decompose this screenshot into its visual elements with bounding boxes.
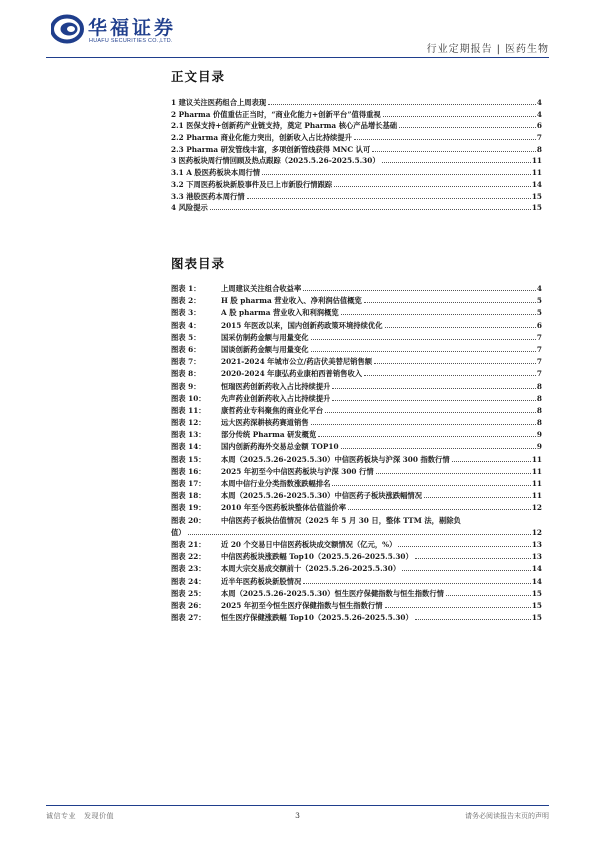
- footer-divider: [46, 805, 549, 806]
- figure-page: 11: [531, 491, 542, 501]
- figure-label: 图表 11：: [171, 405, 206, 415]
- toc-entry-title: 3.3 港股医药本周行情: [171, 191, 245, 201]
- figure-title: 国采仿制药金额与用量变化: [221, 332, 309, 342]
- figure-title: 中信医药板块涨跌幅 Top10（2025.5.26-2025.5.30）: [221, 552, 413, 562]
- toc-leader-dots: [303, 290, 536, 291]
- figure-title: 先声药业创新药收入占比持续提升: [221, 393, 331, 403]
- figure-page: 8: [536, 381, 542, 391]
- toc-entry[interactable]: [171, 168, 542, 180]
- figure-entry[interactable]: [171, 394, 542, 406]
- toc-leader-dots: [415, 558, 531, 559]
- figure-page: 13: [531, 552, 542, 562]
- toc-entry-title: 1 建议关注医药组合上周表现: [171, 98, 267, 107]
- figure-entry[interactable]: [171, 577, 542, 589]
- toc-entry-title: 3.2 下周医药板块新股事件及已上市新股行情跟踪: [171, 179, 333, 189]
- toc-title: 正文目录: [171, 69, 226, 84]
- toc-leader-dots: [334, 186, 531, 187]
- huafu-logo-icon: [51, 14, 85, 44]
- footer-slogan-1: 诚信专业: [46, 812, 76, 820]
- figure-entry[interactable]: [171, 345, 542, 357]
- toc-leader-dots: [332, 388, 535, 389]
- brand-name-en: HUAFU SECURITIES CO.,LTD.: [89, 38, 173, 44]
- figure-label: 图表 6：: [171, 344, 201, 354]
- figure-label: 图表 22：: [171, 552, 206, 562]
- figure-title: 国谈创新药金额与用量变化: [221, 344, 309, 354]
- figure-page: 15: [531, 588, 542, 598]
- figure-entry[interactable]: [171, 540, 542, 552]
- figure-label: 图表 8：: [171, 369, 201, 379]
- figure-label: 图表 26：: [171, 600, 206, 610]
- figure-title: 本周（2025.5.26-2025.5.30）中信医药子板块涨跌幅情况: [221, 491, 423, 501]
- toc-entry[interactable]: [171, 192, 542, 204]
- figure-label: 图表 25：: [171, 588, 206, 598]
- figure-title: 部分传统 Pharma 研发概览: [221, 430, 317, 440]
- figure-entry[interactable]: [171, 479, 542, 491]
- figure-entry[interactable]: [171, 503, 542, 515]
- figure-entry[interactable]: [171, 357, 542, 369]
- toc-entry[interactable]: [171, 156, 542, 168]
- toc-entry-page: 4: [536, 98, 542, 107]
- figure-entry[interactable]: [171, 442, 542, 454]
- figure-entry[interactable]: [171, 382, 542, 394]
- toc-leader-dots: [303, 583, 531, 584]
- figure-entry[interactable]: [171, 455, 542, 467]
- figure-entry[interactable]: [171, 321, 542, 333]
- toc-leader-dots: [268, 104, 536, 105]
- figure-title: 2010 年至今医药板块整体估值溢价率: [221, 503, 347, 513]
- figure-page: 5: [536, 308, 542, 318]
- brand-name-cn: 华福证券: [88, 17, 177, 39]
- header-separator: |: [496, 44, 501, 55]
- figure-title-continued: 值）: [171, 527, 186, 537]
- toc-leader-dots: [376, 473, 531, 474]
- figure-page: 11: [531, 479, 542, 488]
- figure-label: 图表 19：: [171, 503, 206, 513]
- report-type: 行业定期报告: [426, 44, 493, 55]
- toc-entry-title: 2.3 Pharma 研发管线丰富，多项创新管线获得 MNC 认可: [171, 144, 371, 154]
- toc-entry[interactable]: [171, 121, 542, 133]
- footer-disclaimer: 请务必阅读报告末页的声明: [465, 812, 549, 820]
- page-number: 3: [295, 811, 300, 820]
- toc-leader-dots: [188, 534, 531, 535]
- toc-leader-dots: [415, 619, 531, 620]
- toc-entry[interactable]: [171, 180, 542, 192]
- figure-label: 图表 9：: [171, 381, 201, 391]
- toc-leader-dots: [354, 139, 536, 140]
- toc-entry-title: 2.2 Pharma 商业化能力突出，创新收入占比持续提升: [171, 133, 352, 143]
- toc-leader-dots: [364, 302, 536, 303]
- figure-label: 图表 13：: [171, 430, 206, 440]
- figure-page: 14: [531, 564, 542, 574]
- toc-leader-dots: [341, 448, 536, 449]
- figure-title: 本周（2025.5.26-2025.5.30）中信医药板块与沪深 300 指数行情: [221, 454, 450, 464]
- figure-page: 11: [531, 454, 542, 464]
- figure-entry[interactable]: [171, 369, 542, 381]
- figure-title: 2021-2024 年城市公立/药店伏美替尼销售额: [221, 357, 373, 367]
- figure-label: 图表 5：: [171, 332, 201, 342]
- figure-entry[interactable]: [171, 564, 542, 576]
- figure-page: 9: [536, 430, 542, 440]
- toc-leader-dots: [402, 570, 531, 571]
- figure-label: 图表 17：: [171, 479, 206, 488]
- toc-leader-dots: [364, 375, 536, 376]
- toc-leader-dots: [374, 363, 536, 364]
- toc-leader-dots: [247, 198, 531, 199]
- figure-page: 9: [536, 442, 542, 452]
- figure-title: 远大医药深耕核药赛道销售: [221, 418, 309, 428]
- figure-entry[interactable]: [171, 284, 542, 296]
- figure-title: 国内创新药海外交易总金额 TOP10: [221, 442, 339, 452]
- figure-label: 图表 18：: [171, 491, 206, 501]
- figure-title: 恒生医疗保健涨跌幅 Top10（2025.5.26-2025.5.30）: [221, 613, 413, 623]
- figure-label: 图表 15：: [171, 454, 206, 464]
- toc-leader-dots: [385, 607, 531, 608]
- toc-entry-title: 2 Pharma 价值重估正当时，“商业化能力+创新平台”值得重视: [171, 109, 381, 119]
- figure-entry[interactable]: [171, 589, 542, 601]
- toc-leader-dots: [318, 436, 536, 437]
- toc-leader-dots: [311, 424, 536, 425]
- toc-entry[interactable]: [171, 145, 542, 157]
- figure-page: 5: [536, 296, 542, 306]
- figure-page: 4: [536, 284, 542, 293]
- toc-leader-dots: [383, 116, 536, 117]
- toc-leader-dots: [399, 127, 536, 128]
- figure-page: 12: [531, 503, 542, 513]
- figure-label: 图表 4：: [171, 320, 201, 330]
- figure-entry[interactable]: [171, 552, 542, 564]
- toc-entry[interactable]: [171, 110, 542, 122]
- figure-page: 6: [536, 320, 542, 330]
- figure-title: 2020-2024 年康弘药业康柏西普销售收入: [221, 369, 363, 379]
- toc-leader-dots: [332, 400, 535, 401]
- figure-page: 8: [536, 393, 542, 403]
- toc-entry-page: 8: [536, 144, 542, 154]
- figure-page: 11: [531, 466, 542, 476]
- figure-title: 本周大宗交易成交额前十（2025.5.26-2025.5.30）: [221, 564, 401, 574]
- figure-label: 图表 20：: [171, 515, 206, 525]
- figure-page: 15: [531, 600, 542, 610]
- figure-title: 上周建议关注组合收益率: [221, 284, 302, 293]
- figure-title: 本周（2025.5.26-2025.5.30）恒生医疗保健指数与恒生指数行情: [221, 588, 444, 598]
- figure-entry[interactable]: [171, 406, 542, 418]
- figure-entry[interactable]: [171, 430, 542, 442]
- figures-toc-list: [171, 284, 542, 625]
- toc-leader-dots: [452, 461, 531, 462]
- figures-toc-title: 图表目录: [171, 256, 226, 271]
- figure-page: 12: [531, 527, 542, 537]
- toc-entry-title: 2.1 医保支持+创新药产业链支持，奠定 Pharma 核心产品增长基础: [171, 121, 398, 131]
- toc-entry-title: 3.1 A 股医药板块本周行情: [171, 168, 261, 178]
- toc-leader-dots: [348, 509, 531, 510]
- figure-label: 图表 16：: [171, 466, 206, 476]
- figure-label: 图表 21：: [171, 539, 206, 549]
- toc-leader-dots: [424, 497, 531, 498]
- figure-title: 2025 年初至今恒生医疗保健指数与恒生指数行情: [221, 600, 383, 610]
- figure-page: 7: [536, 357, 542, 367]
- figure-title: 恒瑞医药创新药收入占比持续提升: [221, 381, 331, 391]
- figure-label: 图表 1：: [171, 284, 201, 293]
- toc-leader-dots: [382, 162, 531, 163]
- figure-title: 近半年医药板块新股情况: [221, 576, 302, 586]
- figure-entry[interactable]: [171, 467, 542, 479]
- figure-entry[interactable]: [171, 308, 542, 320]
- toc-entry-page: 14: [531, 179, 542, 189]
- figure-label: 图表 10：: [171, 393, 206, 403]
- figure-label: 图表 27：: [171, 613, 206, 623]
- figure-page: 13: [531, 539, 542, 549]
- toc-leader-dots: [311, 351, 536, 352]
- figure-title: A 股 pharma 营业收入和利润概览: [221, 308, 339, 318]
- toc-list: [171, 98, 542, 215]
- toc-leader-dots: [446, 595, 531, 596]
- figure-title: H 股 pharma 营业收入、净利润估值概览: [221, 296, 362, 306]
- toc-leader-dots: [262, 174, 531, 175]
- figure-page: 8: [536, 405, 542, 415]
- figure-title: 近 20 个交易日中信医药板块成交额情况（亿元，%）: [221, 539, 397, 549]
- figure-label: 图表 2：: [171, 296, 201, 306]
- figure-page: 7: [536, 369, 542, 379]
- toc-entry-page: 7: [536, 133, 542, 143]
- figure-page: 8: [536, 418, 542, 428]
- toc-leader-dots: [311, 339, 536, 340]
- figure-title: 2025 年初至今中信医药板块与沪深 300 行情: [221, 466, 374, 476]
- figure-label: 图表 7：: [171, 357, 201, 367]
- figure-label: 图表 12：: [171, 418, 206, 428]
- toc-leader-dots: [372, 151, 536, 152]
- figure-entry[interactable]: [171, 601, 542, 613]
- figure-entry-continued[interactable]: [171, 528, 542, 540]
- figure-page: 15: [531, 613, 542, 623]
- figure-entry[interactable]: [171, 418, 542, 430]
- toc-entry-page: 4: [536, 109, 542, 119]
- figure-label: 图表 24：: [171, 576, 206, 586]
- figure-title: 本周中信行业分类指数涨跌幅排名: [221, 479, 331, 488]
- figure-page: 14: [531, 576, 542, 586]
- toc-leader-dots: [398, 546, 530, 547]
- figure-entry[interactable]: [171, 333, 542, 345]
- toc-leader-dots: [325, 412, 536, 413]
- toc-entry-page: 11: [531, 168, 542, 178]
- figure-entry[interactable]: [171, 296, 542, 308]
- toc-leader-dots: [332, 485, 530, 486]
- header-divider: [46, 57, 549, 58]
- toc-leader-dots: [210, 209, 531, 210]
- report-category: [427, 40, 549, 55]
- toc-entry-page: 15: [531, 191, 542, 201]
- toc-leader-dots: [385, 327, 536, 328]
- toc-entry[interactable]: [171, 98, 542, 110]
- page-header: [0, 0, 595, 62]
- toc-entry-page: 6: [536, 121, 542, 131]
- toc-entry-page: 15: [531, 203, 542, 213]
- toc-leader-dots: [341, 314, 536, 315]
- toc-entry-title: 4 风险提示: [171, 203, 208, 213]
- figure-entry[interactable]: [171, 516, 542, 528]
- figure-title: 康哲药业专科聚焦的商业化平台: [221, 405, 324, 415]
- figure-page: 7: [536, 344, 542, 354]
- figure-title: 2015 年医改以来，国内创新药政策环境持续优化: [221, 320, 383, 330]
- toc-entry[interactable]: [171, 133, 542, 145]
- figure-page: 7: [536, 332, 542, 342]
- figure-label: 图表 3：: [171, 308, 201, 318]
- figure-label: 图表 14：: [171, 442, 206, 452]
- footer-slogan-2: 发现价值: [84, 812, 114, 820]
- figure-label: 图表 23：: [171, 564, 206, 574]
- toc-entry-title: 3 医药板块周行情回顾及热点跟踪（2025.5.26-2025.5.30）: [171, 156, 380, 166]
- industry-name: 医药生物: [505, 44, 549, 55]
- figure-entry[interactable]: [171, 491, 542, 503]
- figure-entry[interactable]: [171, 613, 542, 625]
- figure-title: 中信医药子板块估值情况（2025 年 5 月 30 日，整体 TTM 法，剔除负: [221, 515, 461, 525]
- toc-entry[interactable]: [171, 203, 542, 215]
- toc-entry-page: 11: [531, 156, 542, 166]
